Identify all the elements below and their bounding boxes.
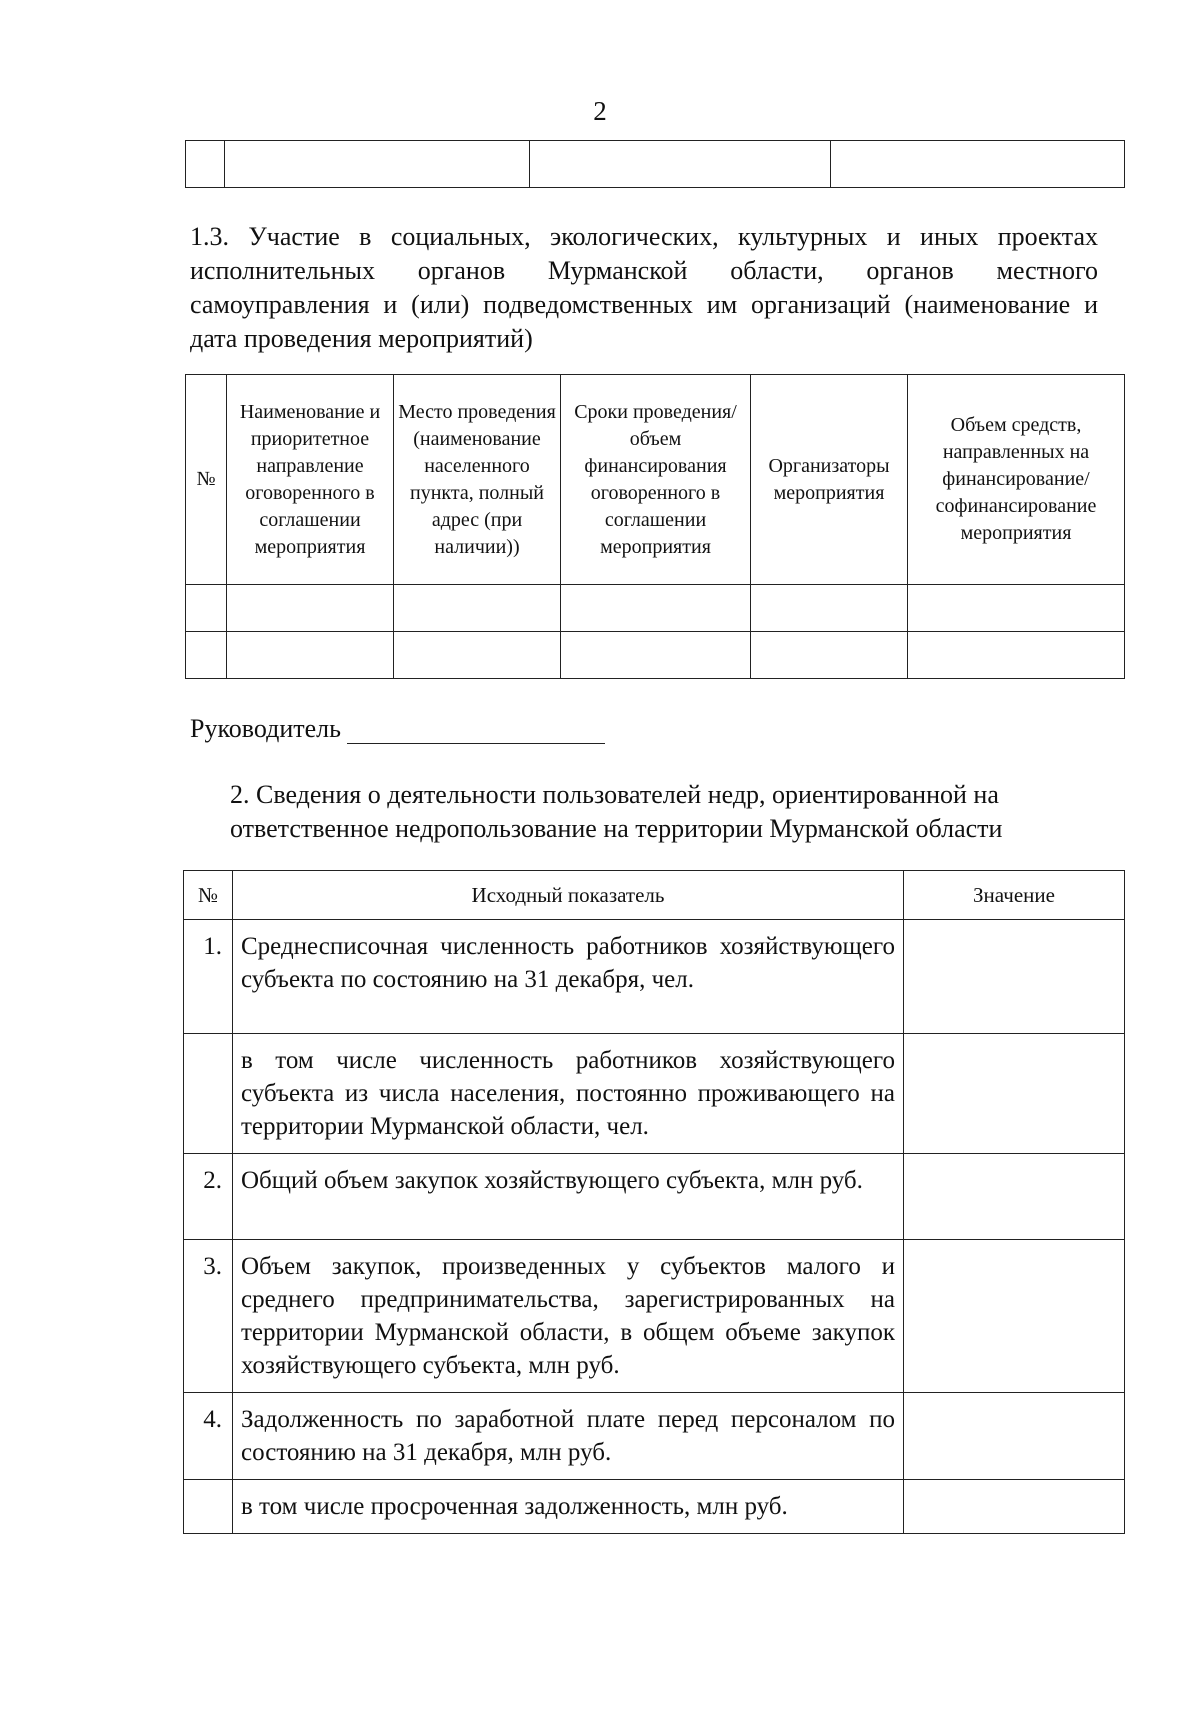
table-cell <box>908 585 1125 632</box>
table-cell <box>225 141 530 188</box>
header-number: № <box>186 375 227 585</box>
signature-label: Руководитель <box>190 714 341 743</box>
table-cell <box>751 585 908 632</box>
table-cell <box>186 632 227 679</box>
row-value[interactable] <box>904 920 1125 1034</box>
table-row <box>184 1034 1125 1154</box>
table-cell <box>561 585 751 632</box>
table-cell <box>227 632 394 679</box>
table-cell <box>227 585 394 632</box>
table-cell <box>751 632 908 679</box>
row-value[interactable] <box>904 1240 1125 1393</box>
table-row <box>184 920 1125 1034</box>
row-indicator: в том числе численность работников хозяйствующего субъекта из числа населения, постоянно проживающего на территории Мурманской области, чел. <box>233 1034 904 1154</box>
header-value: Значение <box>904 871 1125 920</box>
table-cell <box>186 141 225 188</box>
table-header-row <box>184 871 1125 920</box>
section-1-3-table <box>185 374 1125 679</box>
table-cell <box>561 632 751 679</box>
table-cell <box>831 141 1125 188</box>
header-funds-volume: Объем средств, направленных на финансирование/ софинансирование мероприятия <box>908 375 1125 585</box>
header-venue: Место проведения (наименование населенного пункта, полный адрес (при наличии)) <box>394 375 561 585</box>
row-number: 4. <box>184 1393 233 1480</box>
row-value[interactable] <box>904 1393 1125 1480</box>
row-number: 3. <box>184 1240 233 1393</box>
row-number <box>184 1034 233 1154</box>
row-number: 1. <box>184 920 233 1034</box>
table-row <box>184 1154 1125 1240</box>
row-value[interactable] <box>904 1154 1125 1240</box>
continued-table <box>185 140 1125 188</box>
row-indicator: в том числе просроченная задолженность, млн руб. <box>233 1480 904 1534</box>
signature-block <box>190 714 605 744</box>
table-row <box>184 1393 1125 1480</box>
header-number: № <box>184 871 233 920</box>
header-terms-funding: Сроки проведения/ объем финансирования оговоренного в соглашении мероприятия <box>561 375 751 585</box>
page-number: 2 <box>593 96 607 126</box>
header-organizers: Организаторы мероприятия <box>751 375 908 585</box>
row-indicator: Среднесписочная численность работников хозяйствующего субъекта по состоянию на 31 декабря, чел. <box>233 920 904 1034</box>
table-cell <box>394 632 561 679</box>
row-indicator: Общий объем закупок хозяйствующего субъекта, млн руб. <box>233 1154 904 1240</box>
table-cell <box>186 585 227 632</box>
row-indicator: Задолженность по заработной плате перед персоналом по состоянию на 31 декабря, млн руб. <box>233 1393 904 1480</box>
section-1-3-text: 1.3. Участие в социальных, экологических, культурных и иных проектах исполнительных органов Мурманской области, органов местного самоуправления и (или) подведомственных им организаций (наименование и дата проведения мероприятий) <box>190 222 1098 353</box>
table-row <box>184 1480 1125 1534</box>
row-number: 2. <box>184 1154 233 1240</box>
table-row <box>186 585 1125 632</box>
section-2-table <box>183 870 1125 1534</box>
table-row <box>184 1240 1125 1393</box>
table-cell <box>908 632 1125 679</box>
header-indicator: Исходный показатель <box>233 871 904 920</box>
header-name-direction: Наименование и приоритетное направление оговоренного в соглашении мероприятия <box>227 375 394 585</box>
table-row <box>186 632 1125 679</box>
section-2-title: 2. Сведения о деятельности пользователей недр, ориентированной на ответственное недропользование на территории Мурманской области <box>230 780 1003 843</box>
table-row <box>186 141 1125 188</box>
table-cell <box>530 141 831 188</box>
row-value[interactable] <box>904 1480 1125 1534</box>
row-indicator: Объем закупок, произведенных у субъектов малого и среднего предпринимательства, зарегистрированных на территории Мурманской области, в общем объеме закупок хозяйствующего субъекта, млн руб. <box>233 1240 904 1393</box>
signature-line[interactable] <box>347 717 605 744</box>
table-header-row <box>186 375 1125 585</box>
row-value[interactable] <box>904 1034 1125 1154</box>
row-number <box>184 1480 233 1534</box>
table-cell <box>394 585 561 632</box>
